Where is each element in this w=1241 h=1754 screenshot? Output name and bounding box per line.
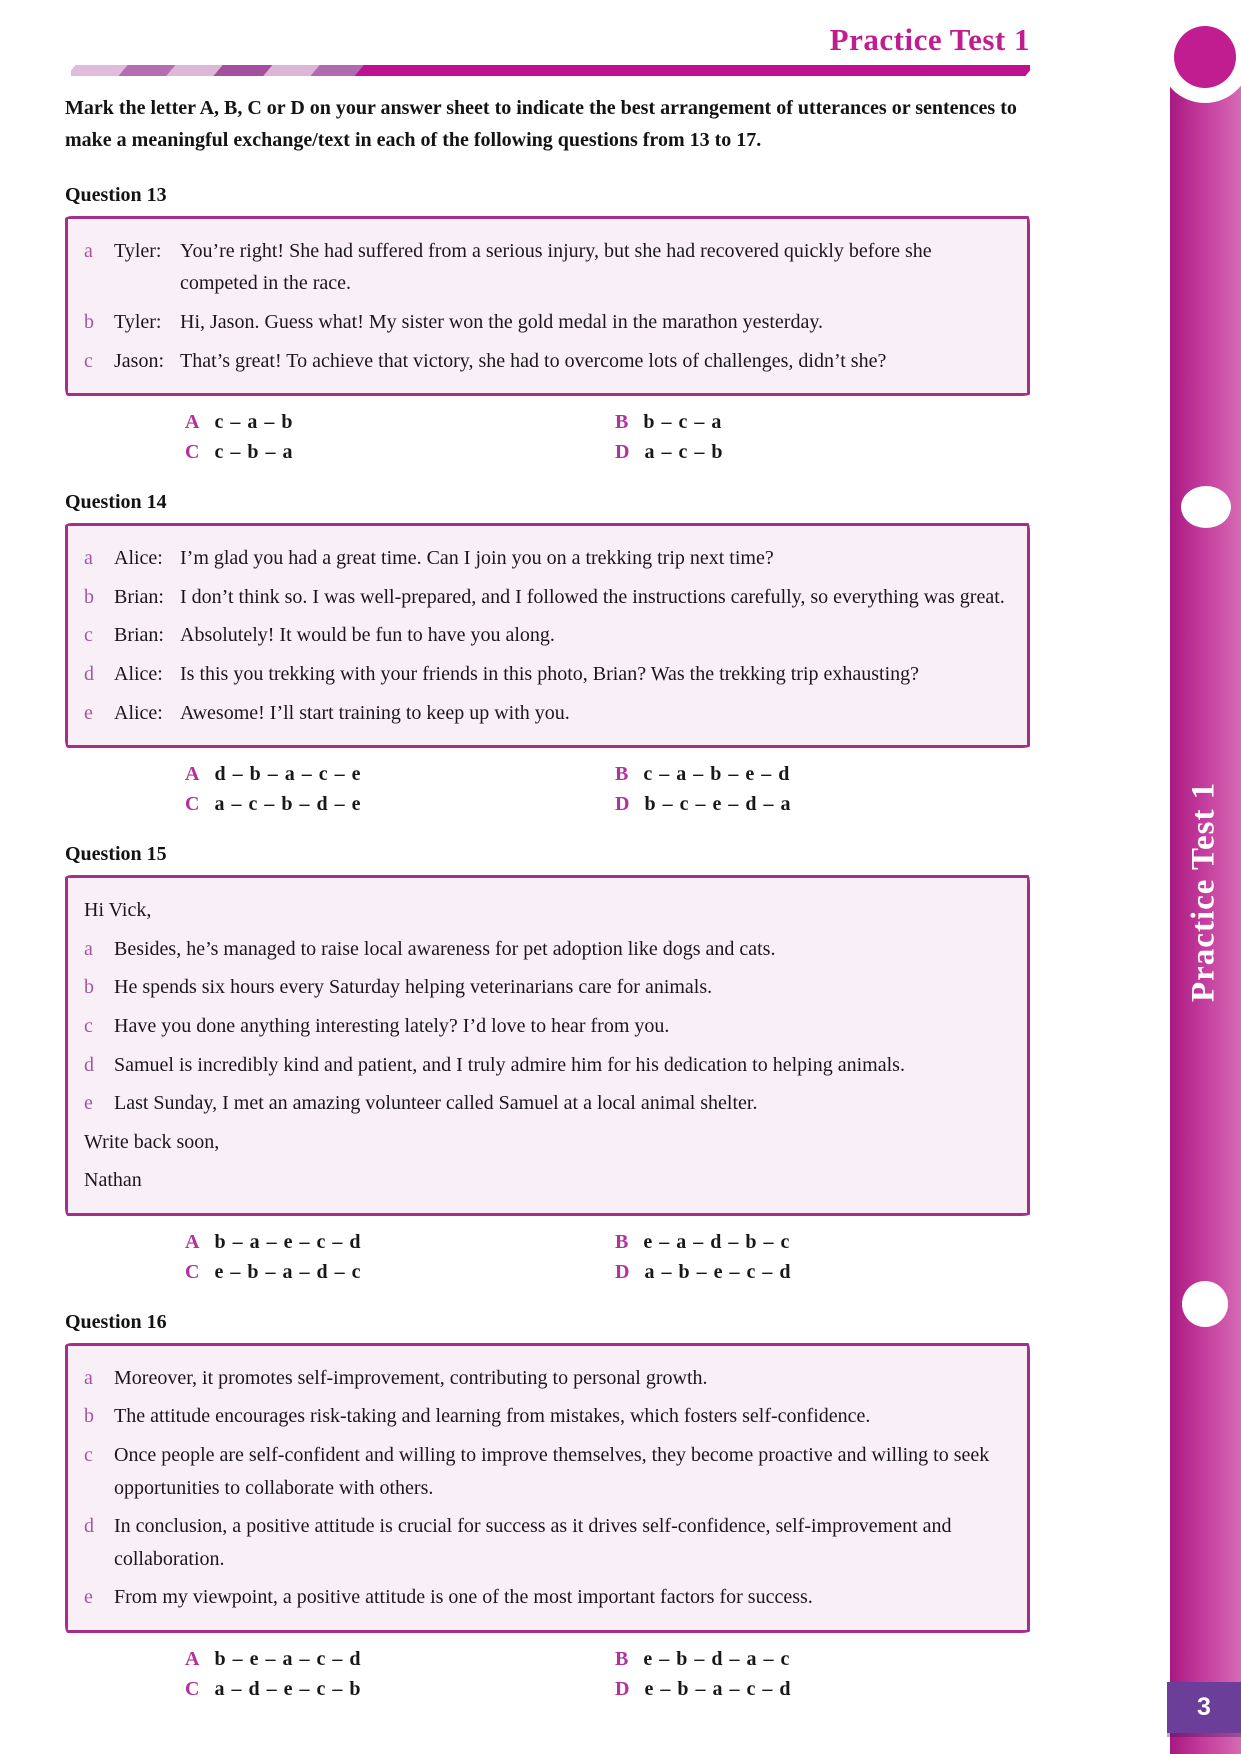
option-value: e – a – d – b – c [643,1230,791,1253]
option-value: c – a – b [214,411,294,434]
item-sentence: Besides, he’s managed to raise local awareness for pet adoption like dogs and cats. [114,937,776,960]
answer-options [185,763,1030,816]
page-number-badge [1167,1682,1241,1733]
item-text [114,1439,1011,1504]
question-item [84,1581,1011,1614]
answer-option [615,1261,1030,1284]
question-block [65,1311,1030,1701]
question-item [84,971,1011,1004]
item-letter: a [84,937,93,960]
item-sentence: Moreover, it promotes self-improvement, contributing to personal growth. [114,1366,708,1389]
option-letter: C [185,1678,200,1701]
item-speaker: Alice: [114,547,163,570]
item-text [114,658,1011,691]
item-sentence: You’re right! She had suffered from a serious injury, but she had recovered quickly before she competed in the race. [180,239,932,295]
question-block [65,843,1030,1284]
option-value: d – b – a – c – e [214,763,362,786]
options-row [185,1678,1030,1701]
answer-option [615,411,1030,434]
sidebar-top-circle [1174,26,1236,88]
option-value: b – a – e – c – d [214,1230,362,1253]
item-speaker: Tyler: [114,239,162,262]
option-letter: B [615,763,629,786]
option-letter: A [185,411,200,434]
question-box [65,1343,1030,1633]
item-text [114,1010,1011,1043]
option-letter: C [185,1260,200,1283]
question-item [84,619,1011,652]
question-item [84,1010,1011,1043]
answer-option [615,1231,1030,1254]
option-letter: B [615,411,629,434]
question-item [84,933,1011,966]
option-value: e – b – a – c – d [644,1678,792,1701]
question-box [65,216,1030,396]
option-letter: A [185,1230,200,1253]
question-label: Question 15 [65,843,167,866]
item-text [114,971,1011,1004]
question-label: Question 14 [65,491,167,514]
question-item [84,1087,1011,1120]
page-number: 3 [1197,1693,1211,1721]
item-sentence: That’s great! To achieve that victory, she had to overcome lots of challenges, didn’t she? [180,349,887,372]
item-letter: d [84,662,94,685]
question-item [84,345,1011,378]
item-speaker: Alice: [114,701,163,724]
answer-option [615,763,1030,786]
answer-option [185,1678,615,1701]
option-letter: D [615,1260,630,1283]
question-item [84,306,1011,339]
option-letter: C [185,793,200,816]
option-letter: D [615,793,630,816]
item-text [114,1581,1011,1614]
item-sentence: In conclusion, a positive attitude is crucial for success as it drives self-confidence, self-improvement and collaboration. [114,1515,952,1570]
item-sentence: Samuel is incredibly kind and patient, and I truly admire him for his dedication to helping animals. [114,1053,905,1076]
answer-option [185,793,615,816]
item-letter: d [84,1053,94,1076]
item-letter: e [84,1586,93,1609]
item-speaker: Brian: [114,624,164,647]
item-speaker: Brian: [114,585,164,608]
question-box [65,875,1030,1216]
item-text [114,235,1011,300]
item-text [114,542,1011,575]
item-text [114,1400,1011,1433]
item-sentence: The attitude encourages risk-taking and learning from mistakes, which fosters self-confidence. [114,1405,871,1428]
item-letter: c [84,624,93,647]
questions [65,184,1030,1701]
item-text [114,1049,1011,1082]
option-value: b – c – e – d – a [644,793,792,816]
item-letter: a [84,239,93,262]
question-item [84,1400,1011,1433]
option-letter: D [615,1678,630,1701]
item-sentence: He spends six hours every Saturday helping veterinarians care for animals. [114,976,713,999]
question-item [84,1439,1011,1504]
answer-option [615,1678,1030,1701]
options-row [185,763,1030,786]
sidebar-cutout-circle [1181,486,1231,528]
question-item [84,1362,1011,1395]
answer-option [185,441,615,464]
answer-options [185,1231,1030,1284]
item-sentence: Once people are self-confident and willing to improve themselves, they become proactive and willing to seek opportunities to collaborate with others. [114,1444,990,1499]
options-row [185,441,1030,464]
question-item [84,235,1011,300]
question-item [84,658,1011,691]
answer-option [185,763,615,786]
question-block [65,184,1030,464]
question-line: Write back soon, [84,1130,220,1153]
item-letter: c [84,1014,93,1037]
item-speaker: Alice: [114,662,163,685]
option-letter: C [185,441,200,464]
answer-options [185,1648,1030,1701]
question-item [84,542,1011,575]
item-speaker: Tyler: [114,310,162,333]
option-value: a – d – e – c – b [214,1678,362,1701]
answer-option [615,793,1030,816]
option-letter: A [185,1648,200,1671]
question-label: Question 13 [65,183,167,206]
answer-option [185,411,615,434]
option-letter: B [615,1230,629,1253]
options-row [185,1261,1030,1284]
item-sentence: Awesome! I’ll start training to keep up with you. [180,701,570,724]
item-speaker: Jason: [114,349,164,372]
item-sentence: Is this you trekking with your friends in this photo, Brian? Was the trekking trip exhausting? [180,662,920,685]
option-value: a – c – b [644,441,724,464]
sidebar-cutout-circle [1182,1281,1228,1327]
options-row [185,793,1030,816]
item-text [114,581,1011,614]
option-value: a – c – b – d – e [214,793,362,816]
item-letter: d [84,1515,94,1538]
item-letter: c [84,349,93,372]
options-row [185,1231,1030,1254]
item-letter: c [84,1444,93,1467]
answer-option [615,441,1030,464]
item-letter: a [84,1366,93,1389]
option-value: b – e – a – c – d [214,1648,362,1671]
item-text [114,345,1011,378]
item-text [114,1510,1011,1575]
item-text [114,306,1011,339]
question-item [84,581,1011,614]
question-label: Question 16 [65,1310,167,1333]
options-row [185,411,1030,434]
option-value: a – b – e – c – d [644,1260,792,1283]
question-line: Hi Vick, [84,899,152,922]
item-letter: b [84,1405,94,1428]
item-letter: b [84,310,94,333]
item-sentence: Absolutely! It would be fun to have you along. [180,624,555,647]
item-letter: b [84,585,94,608]
option-value: c – b – a [214,441,294,464]
option-letter: B [615,1648,629,1671]
item-text [114,697,1011,730]
item-sentence: From my viewpoint, a positive attitude is one of the most important factors for success. [114,1586,813,1609]
page-title: Practice Test 1 [829,22,1030,57]
item-letter: e [84,1092,93,1115]
option-value: e – b – a – d – c [214,1260,362,1283]
page-content [65,0,1030,1708]
item-sentence: I’m glad you had a great time. Can I join you on a trekking trip next time? [180,547,774,570]
question-block [65,491,1030,816]
answer-option [615,1648,1030,1671]
header-rule [71,65,1030,76]
item-letter: e [84,701,93,724]
answer-option [185,1261,615,1284]
question-item [84,697,1011,730]
item-sentence: Last Sunday, I met an amazing volunteer called Samuel at a local animal shelter. [114,1092,758,1115]
question-line: Nathan [84,1169,142,1192]
item-sentence: I don’t think so. I was well-prepared, and I followed the instructions carefully, so everything was great. [180,585,1005,608]
option-letter: A [185,763,200,786]
question-item [84,1510,1011,1575]
option-value: c – a – b – e – d [643,763,791,786]
item-sentence: Have you done anything interesting lately? I’d love to hear from you. [114,1014,670,1037]
item-text [114,619,1011,652]
question-item [84,1049,1011,1082]
answer-option [185,1648,615,1671]
options-row [185,1648,1030,1671]
item-text [114,1362,1011,1395]
option-value: e – b – d – a – c [643,1648,791,1671]
answer-option [185,1231,615,1254]
item-sentence: Hi, Jason. Guess what! My sister won the gold medal in the marathon yesterday. [180,310,824,333]
item-text [114,933,1011,966]
item-letter: a [84,547,93,570]
option-value: b – c – a [643,411,723,434]
answer-options [185,411,1030,464]
item-text [114,1087,1011,1120]
option-letter: D [615,441,630,464]
instructions-text: Mark the letter A, B, C or D on your answer sheet to indicate the best arrangement of utterances or sentences to make a meaningful exchange/text in each of the following questions from 13 to 17. [65,97,1017,152]
stripe-segment [354,65,1030,76]
question-box [65,523,1030,748]
item-letter: b [84,976,94,999]
sidebar-vertical-title: Practice Test 1 [1185,781,1222,1003]
